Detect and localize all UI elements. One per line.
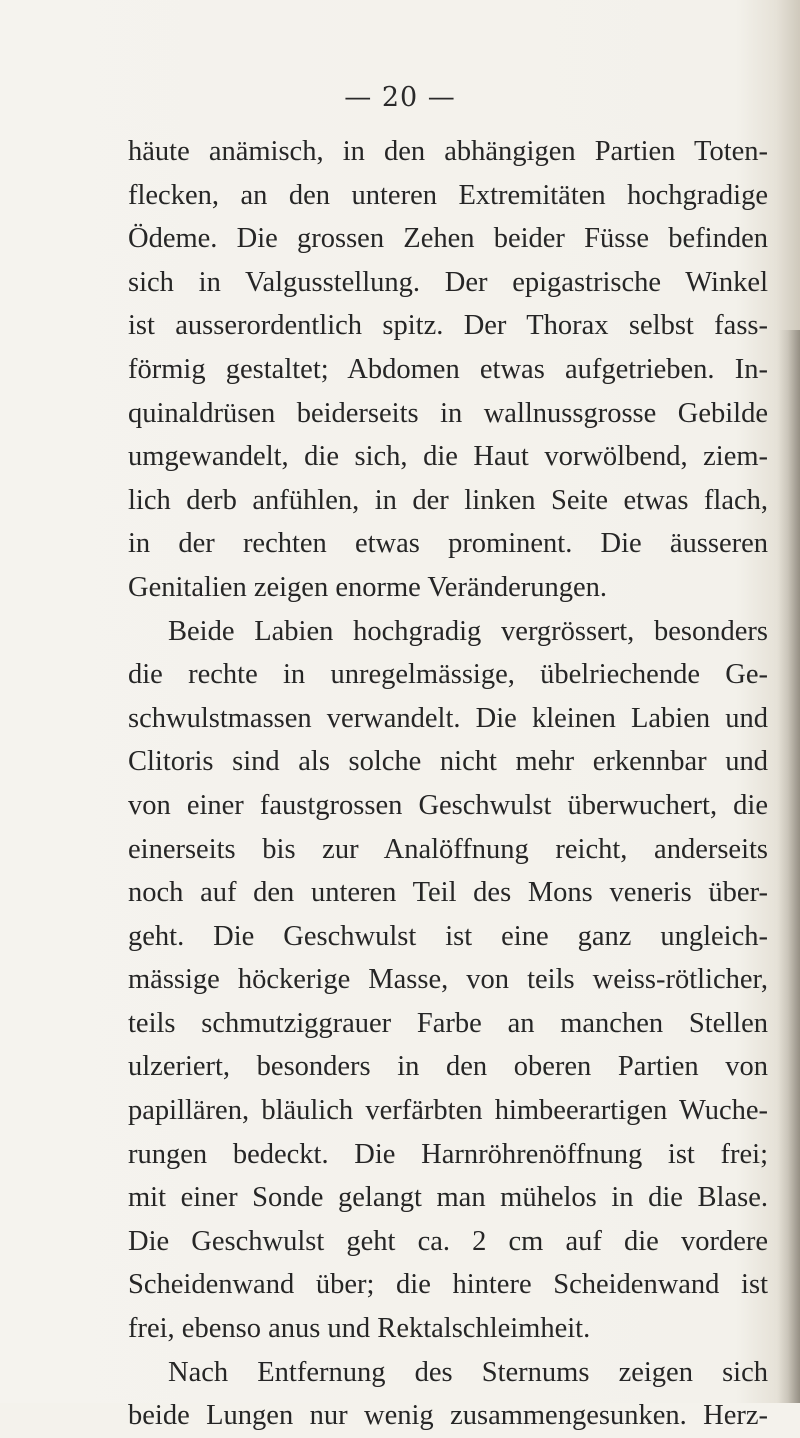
text-line-26: Die Geschwulst geht ca. 2 cm auf die vordere: [128, 1225, 768, 1257]
text-line-11: Genitalien zeigen enorme Veränderungen.: [128, 571, 608, 603]
text-line-20: mässige höckerige Masse, von teils weiss-rötlicher,: [128, 964, 768, 996]
text-line-28: frei, ebenso anus und Rektalschleimheit.: [128, 1313, 591, 1345]
text-line-12: Beide Labien hochgradig vergrössert, besonders: [168, 615, 768, 647]
text-line-23: papillären, bläulich verfärbten himbeerartigen Wuche-: [128, 1095, 768, 1127]
text-line-5: ist ausserordentlich spitz. Der Thorax selbst fass-: [128, 310, 768, 342]
text-line-30: beide Lungen nur wenig zusammengesunken. Herz-: [128, 1400, 768, 1432]
text-line-19: geht. Die Geschwulst ist eine ganz ungleich-: [128, 920, 768, 952]
text-line-6: förmig gestaltet; Abdomen etwas aufgetrieben. In-: [128, 353, 768, 385]
text-line-1: häute anämisch, in den abhängigen Partien Toten-: [128, 136, 768, 167]
text-line-17: einerseits bis zur Analöffnung reicht, anderseits: [128, 833, 768, 865]
page-edge-shadow: [778, 330, 800, 1403]
text-line-18: noch auf den unteren Teil des Mons veneris über-: [128, 877, 768, 909]
text-line-10: in der rechten etwas prominent. Die äusseren: [128, 528, 768, 560]
text-line-22: ulzeriert, besonders in den oberen Partien von: [128, 1051, 768, 1083]
body-text: [128, 130, 768, 1438]
text-line-8: umgewandelt, die sich, die Haut vorwölbend, ziem-: [128, 441, 768, 473]
text-line-2: flecken, an den unteren Extremitäten hochgradige: [128, 179, 768, 211]
text-line-15: Clitoris sind als solche nicht mehr erkennbar und: [128, 746, 768, 778]
text-line-7: quinaldrüsen beiderseits in wallnussgrosse Gebilde: [128, 397, 768, 429]
page-number: — 20 —: [344, 82, 456, 113]
text-line-29: Nach Entfernung des Sternums zeigen sich: [168, 1356, 768, 1388]
text-line-13: die rechte in unregelmässige, übelriechende Ge-: [128, 659, 768, 691]
text-line-21: teils schmutziggrauer Farbe an manchen Stellen: [128, 1007, 768, 1039]
text-line-9: lich derb anfühlen, in der linken Seite etwas flach,: [128, 484, 768, 516]
text-line-3: Ödeme. Die grossen Zehen beider Füsse befinden: [128, 223, 768, 255]
text-line-24: rungen bedeckt. Die Harnröhrenöffnung ist frei;: [128, 1138, 768, 1170]
text-line-16: von einer faustgrossen Geschwulst überwuchert, die: [128, 789, 768, 821]
text-line-25: mit einer Sonde gelangt man mühelos in die Blase.: [128, 1182, 768, 1214]
text-line-14: schwulstmassen verwandelt. Die kleinen Labien und: [128, 702, 768, 734]
text-line-4: sich in Valgusstellung. Der epigastrische Winkel: [128, 266, 768, 298]
text-line-27: Scheidenwand über; die hintere Scheidenwand ist: [128, 1269, 768, 1301]
